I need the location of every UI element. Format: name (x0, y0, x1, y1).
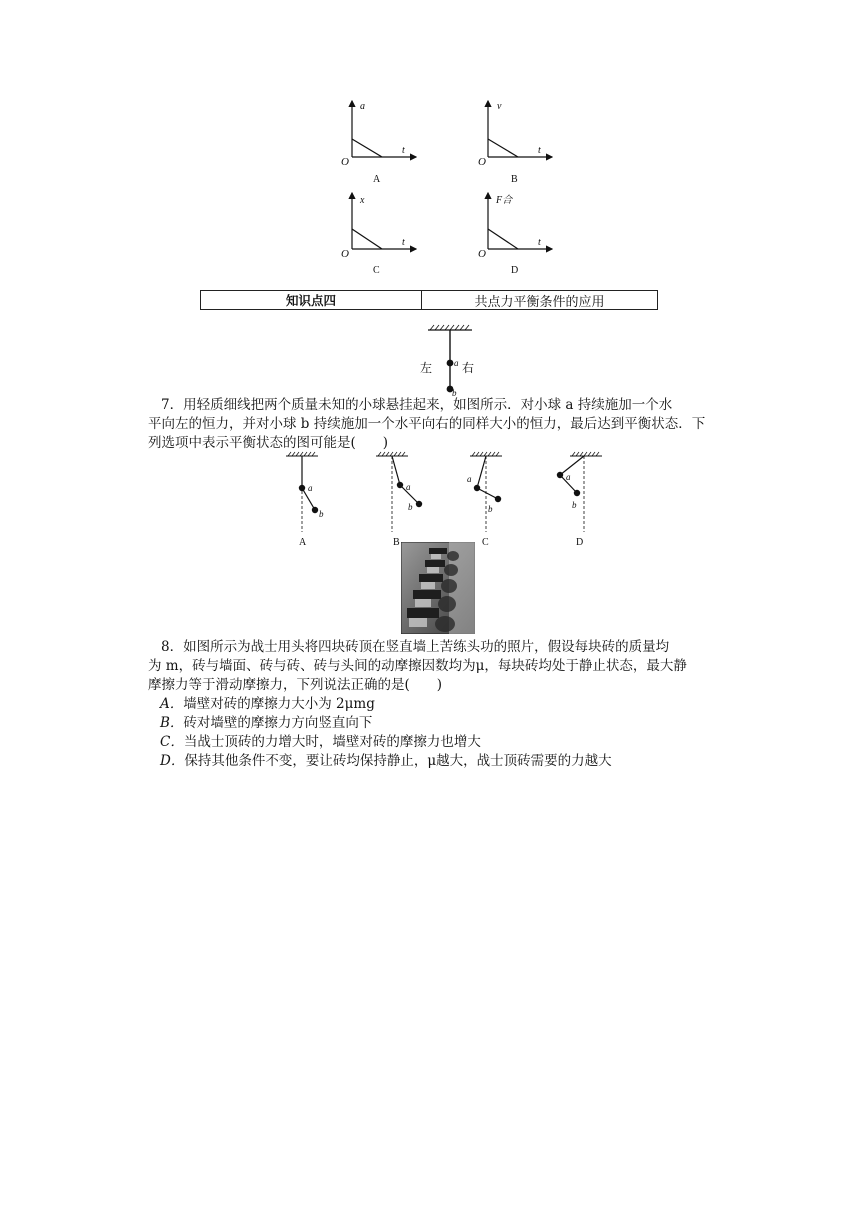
q8-choice-a-label: A． (160, 696, 184, 712)
right-label: 右 (462, 361, 475, 375)
graph-a-x-label: t (402, 145, 405, 156)
hanging-balls-figure (410, 324, 490, 396)
graph-b-y-label: v (497, 101, 502, 112)
graph-c-x-label: t (402, 237, 405, 248)
q8-choice-a-text: 墙壁对砖的摩擦力大小为 2μmg (183, 696, 375, 712)
left-label: 左 (420, 361, 433, 375)
graph-c-origin: O (341, 248, 349, 260)
graph-d-label: D (511, 265, 519, 276)
q7-line-1: 7．用轻质细线把两个质量未知的小球悬挂起来，如图所示．对小球 a 持续施加一个水 (161, 397, 673, 413)
q8-line-2: 为 m，砖与墙面、砖与砖、砖与头间的动摩擦因数均为μ，每块砖均处于静止状态，最大静 (148, 658, 687, 674)
ball-a (447, 360, 454, 367)
q7-option-a (286, 452, 324, 548)
q7-d-ball-b: b (572, 500, 577, 510)
q7-c-ball-b: b (488, 504, 493, 514)
graph-b-x-label: t (538, 145, 541, 156)
q8-line-3: 摩擦力等于滑动摩擦力，下列说法正确的是( ) (148, 677, 443, 693)
q8-choice-d (160, 752, 612, 771)
graph-a-label: A (373, 174, 381, 185)
q7-line-2: 平向左的恒力，并对小球 b 持续施加一个水平向右的同样大小的恒力，最后达到平衡状态．下 (148, 416, 706, 432)
graph-a-y-label: a (360, 101, 365, 112)
q8-choice-c-text: 当战士顶砖的力增大时，墙壁对砖的摩擦力也增大 (183, 734, 481, 750)
q7-option-b-label: B (393, 537, 400, 548)
graph-options-figure (330, 95, 560, 280)
knowledge-point-title: 知识点四 (201, 291, 422, 309)
knowledge-point-topic: 共点力平衡条件的应用 (474, 294, 605, 310)
q7-line-3: 列选项中表示平衡状态的图可能是( ) (148, 435, 389, 451)
q7-option-d-label: D (576, 537, 584, 548)
graph-c-label: C (373, 265, 380, 276)
graph-a-origin: O (341, 156, 349, 168)
q7-b-ball-b: b (408, 502, 413, 512)
graph-b-label: B (511, 174, 518, 185)
question-8-stem (148, 638, 713, 695)
graph-b (478, 101, 552, 185)
q7-d-ball-a: a (566, 472, 571, 482)
q8-choice-b-text: 砖对墙壁的摩擦力方向竖直向下 (183, 715, 373, 731)
ball-a-label: a (454, 358, 459, 368)
q8-choice-a (160, 695, 375, 714)
graph-d (478, 193, 552, 276)
graph-c (341, 193, 416, 276)
q8-choice-d-text: 保持其他条件不变，要让砖均保持静止，μ越大，战士顶砖需要的力越大 (184, 753, 612, 769)
q8-choice-b-label: B． (160, 715, 184, 731)
graph-b-origin: O (478, 156, 486, 168)
graph-d-y-label: F合 (496, 195, 513, 206)
graph-c-y-label: x (360, 195, 365, 206)
q8-choice-d-label: D． (160, 753, 185, 769)
q7-a-ball-a: a (308, 483, 313, 493)
soldier-bricks-photo (401, 542, 475, 634)
q8-choice-c-label: C． (160, 734, 184, 750)
graph-d-x-label: t (538, 237, 541, 248)
q7-option-c-label: C (482, 537, 489, 548)
q8-choice-c (160, 733, 481, 752)
q8-line-1: 8．如图所示为战士用头将四块砖顶在竖直墙上苦练头功的照片，假设每块砖的质量均 (161, 639, 670, 655)
q7-c-ball-a: a (467, 474, 472, 484)
q7-a-ball-b: b (319, 509, 324, 519)
q7-option-c (467, 452, 502, 548)
q7-option-d (557, 452, 602, 548)
question-7-options-figure (278, 450, 618, 548)
q7-b-ball-a: a (406, 482, 411, 492)
graph-a (341, 101, 416, 185)
q7-option-a-label: A (299, 537, 307, 548)
graph-d-origin: O (478, 248, 486, 260)
question-7-stem (148, 396, 713, 453)
q8-choice-b (160, 714, 372, 733)
q7-option-b (376, 452, 422, 548)
ball-b-label: b (452, 388, 457, 396)
knowledge-point-table (200, 290, 658, 310)
